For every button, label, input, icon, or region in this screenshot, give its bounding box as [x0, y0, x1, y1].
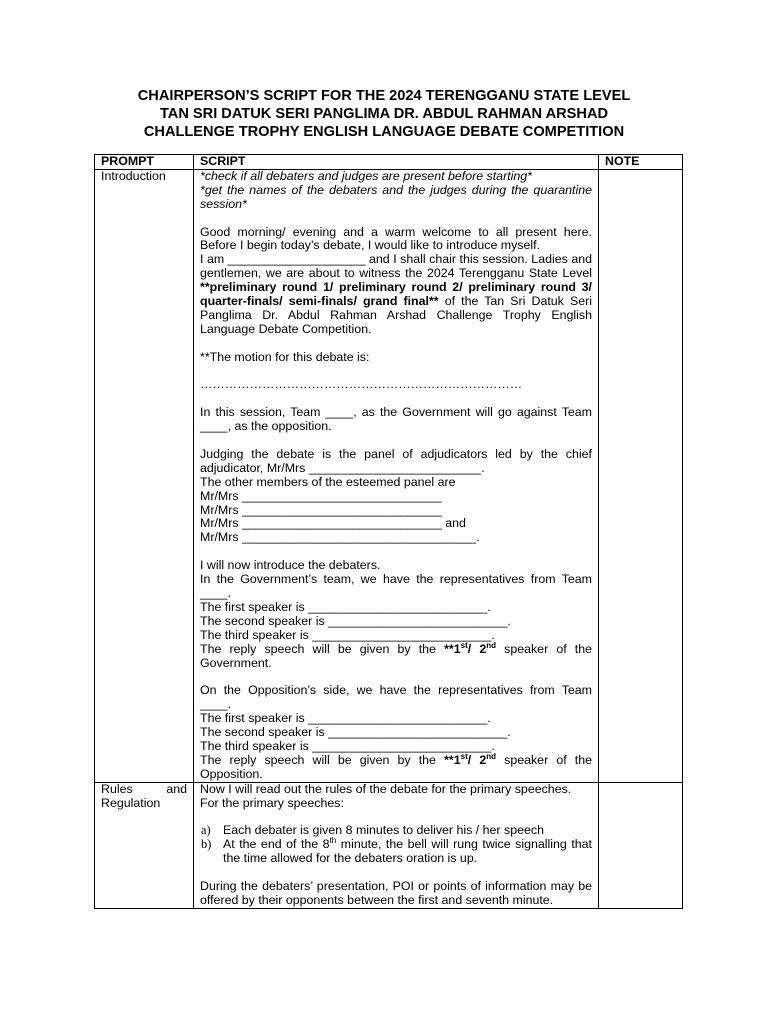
- gov-label: Government.: [200, 655, 272, 670]
- rule-b: b) At the end of the 8th minute, the bell will rung twice signalling that the time allowed for the debaters oration is up.: [201, 836, 592, 866]
- panel-member-3: Mr/Mrs _____________________________ and: [200, 516, 466, 531]
- panel-member-2: Mr/Mrs _____________________________: [200, 502, 442, 517]
- note-rules: [599, 782, 683, 908]
- gov-second-speaker: The second speaker is __________________________.: [200, 613, 511, 628]
- panel-member-1: Mr/Mrs _____________________________: [200, 488, 442, 503]
- panel-text: The other members of the esteemed panel are: [200, 474, 456, 489]
- header-prompt: PROMPT: [95, 155, 194, 170]
- gov-reply-speech: The reply speech will be given by the **1st/ 2nd speaker of the Government.: [200, 640, 593, 670]
- panel-member-4: Mr/Mrs __________________________________.: [200, 530, 480, 545]
- gov-third-speaker: The third speaker is __________________________.: [200, 627, 495, 642]
- opp-label: Opposition.: [200, 766, 263, 781]
- title-line-3: CHALLENGE TROPHY ENGLISH LANGUAGE DEBATE COMPETITION: [143, 124, 625, 140]
- title-line-1: CHAIRPERSON’S SCRIPT FOR THE 2024 TERENGGANU STATE LEVEL: [137, 88, 631, 104]
- opp-team-text: On the Opposition’s side, we have the representatives from Team ____.: [200, 683, 592, 712]
- competition-name: of the Tan Sri Datuk Seri Panglima Dr. Abdul Rahman Arshad Challenge Trophy English Language Debate Competition.: [200, 294, 593, 336]
- motion-label: **The motion for this debate is:: [200, 349, 370, 364]
- note-introduction: [599, 169, 683, 782]
- chair-intro-text: I am ____________________ and I shall chair this session. Ladies and gentlemen, we are about to witness the 2024 Terengganu State Level: [200, 252, 592, 281]
- rules-script: [194, 782, 599, 908]
- opp-second-speaker: The second speaker is __________________________.: [200, 725, 511, 740]
- opp-third-speaker: The third speaker is __________________________.: [200, 738, 495, 753]
- opp-first-speaker: The first speaker is __________________________.: [200, 711, 491, 726]
- poi-text: During the debaters’ presentation, POI or points of information may be offered by their opponents between the first and seventh minute.: [200, 878, 592, 907]
- rule-a: a) Each debater is given 8 minutes to deliver his / her speech: [201, 823, 544, 838]
- gov-first-speaker: The first speaker is __________________________.: [200, 599, 491, 614]
- round-options: **preliminary round 1/ preliminary round 2/ preliminary round 3/ quarter-finals/ semi-finals/ grand final**: [200, 280, 592, 309]
- document-title: [0, 87, 768, 141]
- primary-speeches-label: For the primary speeches:: [200, 795, 344, 810]
- header-row: [95, 155, 683, 170]
- greeting-text: Good morning/ evening and a warm welcome to all present here. Before I begin today’s debate, I would like to introduce myself.: [200, 224, 592, 253]
- judging-text: Judging the debate is the panel of adjudicators led by the chief adjudicator, Mr/Mrs _________________________.: [200, 446, 592, 475]
- opp-reply-speech: The reply speech will be given by the **1st/ 2nd speaker of the Opposition.: [200, 751, 593, 781]
- introduction-row: [95, 169, 683, 782]
- header-note: NOTE: [599, 155, 683, 170]
- header-script: SCRIPT: [194, 155, 599, 170]
- prompt-rules: Rules and Regulation: [95, 782, 194, 908]
- gov-team-text: In the Government’s team, we have the representatives from Team ____.: [200, 572, 592, 600]
- names-note: *get the names of the debaters and the judges during the quarantine session*: [200, 182, 592, 211]
- prompt-introduction: Introduction: [95, 169, 194, 782]
- chair-intro: [200, 253, 592, 336]
- motion-blank: ……………………………………………………………………: [200, 377, 523, 392]
- check-note: *check if all debaters and judges are present before starting*: [200, 168, 532, 183]
- teams-text: In this session, Team ____, as the Government will go against Team ____, as the opposition.: [200, 405, 592, 434]
- title-line-2: TAN SRI DATUK SERI PANGLIMA DR. ABDUL RAHMAN ARSHAD: [159, 106, 609, 122]
- script-table: [94, 154, 683, 909]
- rules-intro: Now I will read out the rules of the debate for the primary speeches.: [200, 781, 572, 796]
- introduction-script: [194, 169, 599, 782]
- rules-row: [95, 782, 683, 908]
- debaters-intro: I will now introduce the debaters.: [200, 558, 381, 573]
- rules-list: [200, 824, 592, 866]
